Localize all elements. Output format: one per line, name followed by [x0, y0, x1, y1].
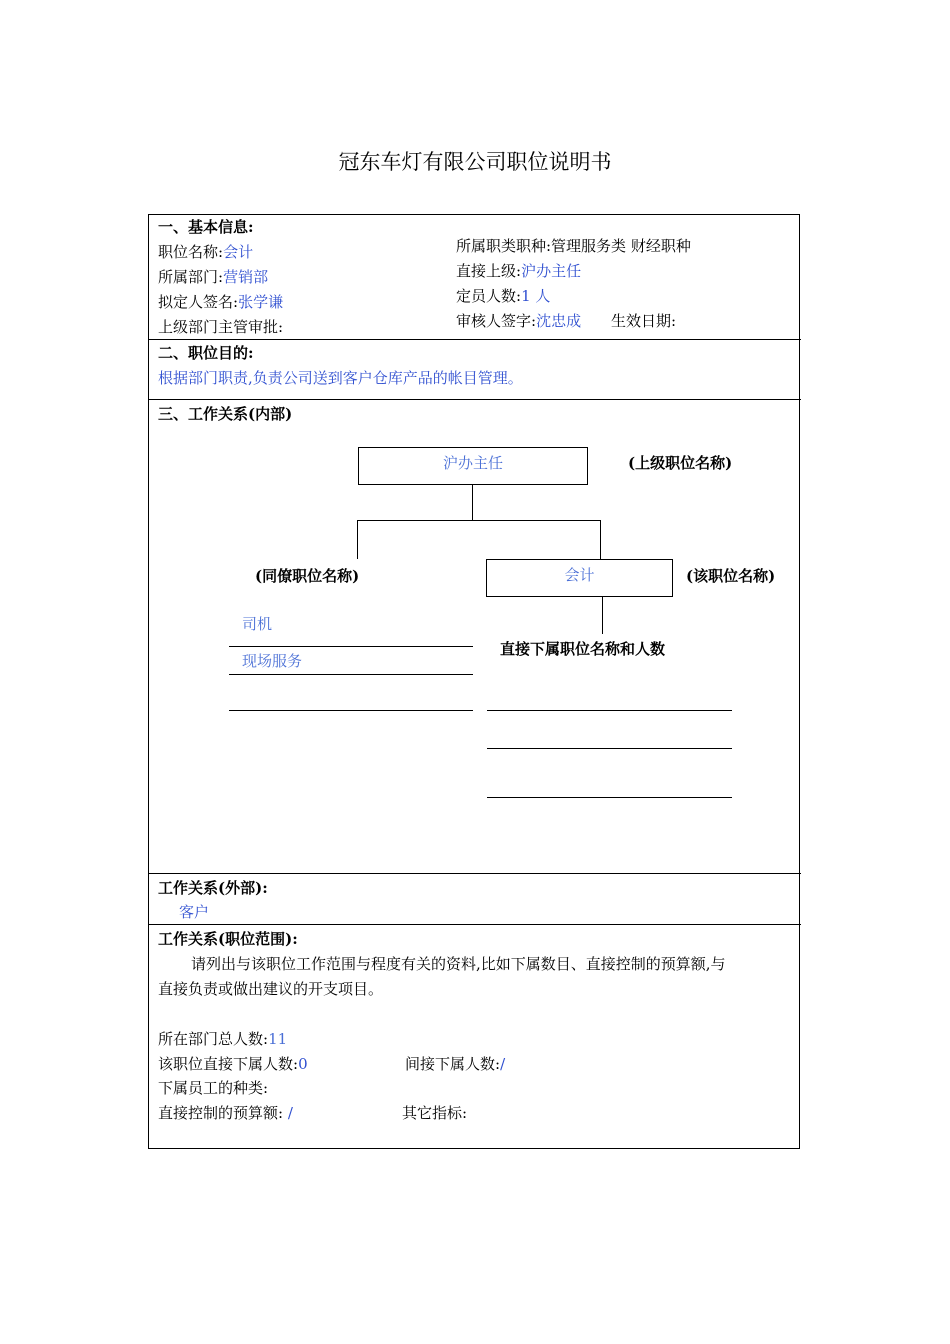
indirect-sub-label: 间接下属人数:: [405, 1055, 501, 1073]
page-title: 冠东车灯有限公司职位说明书: [338, 150, 612, 174]
headcount-field: [456, 286, 550, 306]
org-connector: [472, 485, 473, 521]
job-name-value: 会计: [223, 243, 254, 261]
divider: [148, 339, 801, 340]
underline: [487, 748, 732, 749]
divider: [148, 924, 801, 925]
org-superior-label: 沪办主任: [442, 454, 503, 472]
job-name-label: 职位名称:: [158, 243, 224, 261]
org-connector: [600, 520, 601, 559]
org-connector: [357, 520, 358, 559]
org-superior-box: [358, 447, 588, 485]
section-purpose-heading: 二、职位目的:: [158, 344, 254, 362]
reviewer-value: 沈忠成: [536, 312, 582, 330]
divider: [148, 399, 801, 400]
dept-value: 营销部: [223, 268, 269, 286]
dept-total-value: 11: [268, 1030, 288, 1048]
superior-value: 沪办主任: [521, 262, 582, 280]
org-connector: [357, 520, 601, 521]
external-heading: 工作关系(外部):: [158, 879, 268, 897]
direct-sub-field: [158, 1054, 308, 1074]
indirect-sub-value: /: [500, 1055, 506, 1073]
underline: [229, 646, 473, 647]
reviewer-field: [456, 311, 581, 331]
underline: [229, 710, 473, 711]
underline: [487, 797, 732, 798]
scope-description: 请列出与该职位工作范围与程度有关的资料,比如下属数目、直接控制的预算额,与: [191, 955, 726, 973]
budget-label: 直接控制的预算额:: [158, 1104, 284, 1122]
external-value: 客户: [179, 903, 210, 921]
peer-caption: (同僚职位名称): [255, 567, 360, 585]
scope-description: 直接负责或做出建议的开支项目。: [158, 980, 384, 998]
underline: [229, 674, 473, 675]
category-field: 所属职类职种:管理服务类 财经职种: [456, 237, 691, 255]
dept-total-field: [158, 1029, 287, 1049]
staff-type-label: 下属员工的种类:: [158, 1079, 269, 1097]
direct-sub-value: 0: [298, 1055, 308, 1073]
effective-date-label: 生效日期:: [611, 312, 677, 330]
dept-label: 所属部门:: [158, 268, 224, 286]
divider: [148, 873, 801, 874]
reviewer-label: 审核人签字:: [456, 312, 537, 330]
approval-label: 上级部门主管审批:: [158, 318, 284, 336]
org-connector: [602, 597, 603, 634]
superior-caption: (上级职位名称): [628, 454, 733, 472]
purpose-text: 根据部门职责,负责公司送到客户仓库产品的帐目管理。: [158, 369, 523, 387]
dept-field: [158, 267, 268, 287]
headcount-value: 1 人: [521, 287, 551, 305]
other-metrics-label: 其它指标:: [402, 1104, 468, 1122]
drafter-field: [158, 292, 283, 312]
dept-total-label: 所在部门总人数:: [158, 1030, 269, 1048]
headcount-label: 定员人数:: [456, 287, 522, 305]
job-name-field: [158, 242, 253, 262]
org-self-label: 会计: [564, 566, 595, 584]
superior-label: 直接上级:: [456, 262, 522, 280]
org-self-box: [486, 559, 673, 597]
drafter-label: 拟定人签名:: [158, 293, 239, 311]
underline: [487, 710, 732, 711]
direct-sub-label: 该职位直接下属人数:: [158, 1055, 299, 1073]
superior-field: [456, 261, 581, 281]
peer-item: 现场服务: [242, 652, 303, 670]
peer-item: 司机: [242, 615, 273, 633]
drafter-value: 张学谦: [238, 293, 284, 311]
section-basic-heading: 一、基本信息:: [158, 218, 254, 236]
self-caption: (该职位名称): [686, 567, 776, 585]
indirect-sub-field: [405, 1054, 505, 1074]
section-relations-heading: 三、工作关系(内部): [158, 405, 293, 423]
budget-field: [158, 1103, 293, 1123]
scope-heading: 工作关系(职位范围):: [158, 930, 298, 948]
budget-value: /: [287, 1104, 293, 1122]
subordinate-caption: 直接下属职位名称和人数: [500, 640, 666, 658]
